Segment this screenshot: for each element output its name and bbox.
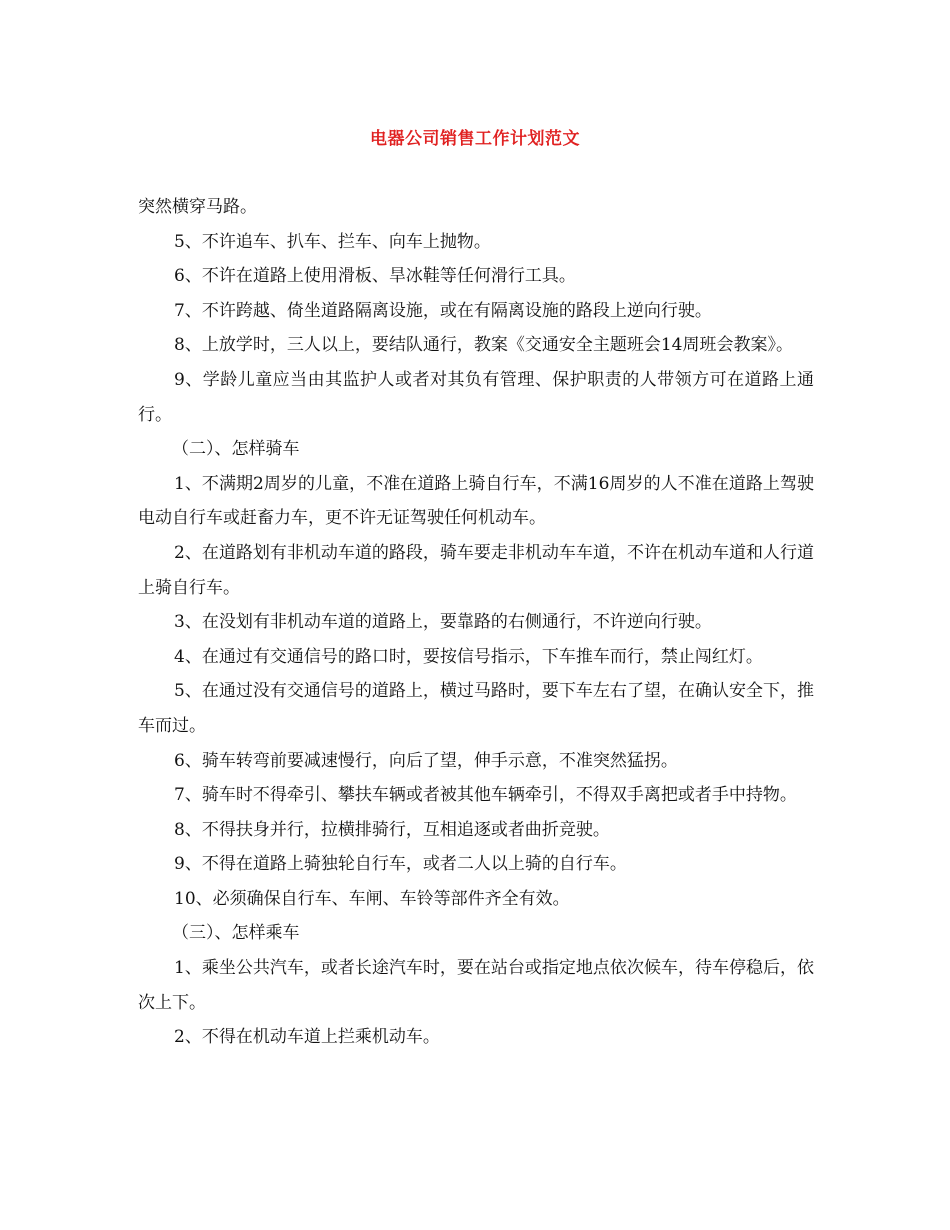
list-item: 6、骑车转弯前要减速慢行，向后了望，伸手示意，不准突然猛拐。 <box>174 750 678 771</box>
list-item: 9、不得在道路上骑独轮自行车，或者二人以上骑的自行车。 <box>174 854 627 875</box>
list-item: 9、学龄儿童应当由其监护人或者对其负有管理、保护职责的人带领方可在道路上通行。 <box>138 369 814 425</box>
list-item: 7、不许跨越、倚坐道路隔离设施，或在有隔离设施的路段上逆向行驶。 <box>174 300 712 321</box>
list-item: 5、不许追车、扒车、拦车、向车上抛物。 <box>174 231 491 252</box>
list-item: 8、不得扶身并行，拉横排骑行，互相追逐或者曲折竞驶。 <box>174 819 610 840</box>
list-item: 3、在没划有非机动车道的道路上，要靠路的右侧通行，不许逆向行驶。 <box>174 612 712 633</box>
list-item: 2、不得在机动车道上拦乘机动车。 <box>174 1027 440 1048</box>
document-body <box>138 190 814 1055</box>
list-item: 2、在道路划有非机动车道的路段，骑车要走非机动车车道，不许在机动车道和人行道上骑自行车。 <box>138 542 814 598</box>
list-item: 7、骑车时不得牵引、攀扶车辆或者被其他车辆牵引，不得双手离把或者手中持物。 <box>174 785 797 806</box>
list-item: 8、上放学时，三人以上，要结队通行，教案《交通安全主题班会14周班会教案》。 <box>174 335 793 356</box>
section-heading: （三）、怎样乘车 <box>172 923 300 944</box>
list-item: 5、在通过没有交通信号的道路上，横过马路时，要下车左右了望，在确认安全下，推车而过。 <box>138 681 814 736</box>
section-heading: （二）、怎样骑车 <box>172 439 300 460</box>
list-item: 1、不满期2周岁的儿童，不准在道路上骑自行车，不满16周岁的人不准在道路上驾驶电动自行车或赶畜力车，更不许无证驾驶任何机动车。 <box>138 473 814 529</box>
page-title: 电器公司销售工作计划范文 <box>370 129 580 149</box>
list-item: 1、乘坐公共汽车，或者长途汽车时，要在站台或指定地点依次候车，待车停稳后，依次上下。 <box>138 958 814 1013</box>
list-item: 6、不许在道路上使用滑板、旱冰鞋等任何滑行工具。 <box>174 266 576 287</box>
list-item: 4、在通过有交通信号的路口时，要按信号指示，下车推车而行，禁止闯红灯。 <box>174 646 763 667</box>
paragraph: 突然横穿马路。 <box>138 197 257 217</box>
list-item: 10、必须确保自行车、车闸、车铃等部件齐全有效。 <box>174 888 570 909</box>
